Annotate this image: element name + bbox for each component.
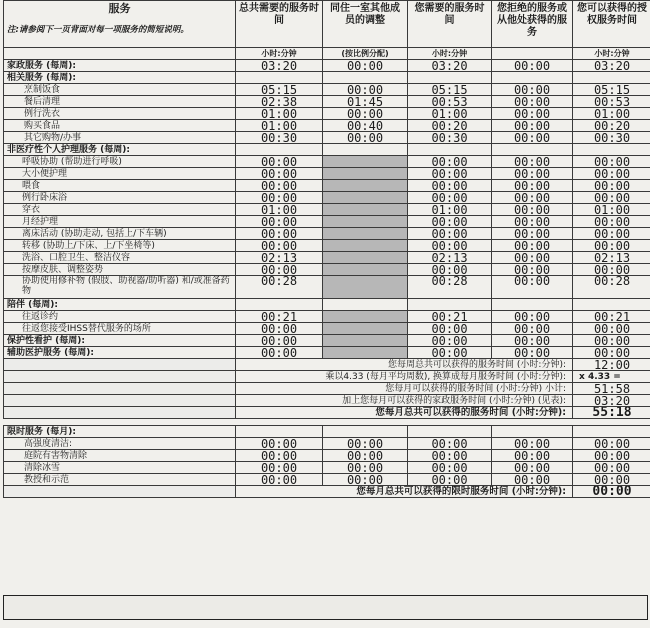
header-service — [4, 1, 236, 48]
time-value-col1[interactable]: 01:00 — [236, 108, 323, 120]
table-row — [4, 335, 650, 347]
unit-col2: (按比例分配) — [323, 48, 408, 60]
table-row — [4, 108, 650, 120]
time-value-col3[interactable]: 01:00 — [408, 108, 492, 120]
time-value-col4[interactable]: 00:00 — [492, 168, 573, 180]
time-value-col1[interactable]: 01:00 — [236, 204, 323, 216]
service-label: 离床活动 (协助走动, 包括上/下车辆) — [4, 228, 236, 240]
time-value-col1[interactable]: 00:00 — [236, 228, 323, 240]
time-value-col5[interactable]: 01:00 — [573, 108, 650, 120]
service-label: 教授和示范 — [4, 474, 236, 486]
service-label: 喂食 — [4, 180, 236, 192]
time-value-col5[interactable]: 00:00 — [573, 156, 650, 168]
time-value-col3[interactable]: 00:00 — [408, 438, 492, 450]
service-label: 例行洗衣 — [4, 108, 236, 120]
service-hours-table — [3, 0, 650, 498]
header-note: 注:请参阅下一页背面对每一项服务的简短说明。 — [7, 25, 189, 35]
service-label: 例行卧床浴 — [4, 192, 236, 204]
monthly-subtotal-label: 您每月可以获得的服务时间 (小时:分钟) 小计: — [236, 383, 573, 395]
unit-col1: 小时:分钟 — [236, 48, 323, 60]
time-value-col5[interactable]: 00:00 — [573, 216, 650, 228]
table-row — [4, 486, 650, 498]
service-label: 往返您接受IHSS替代服务的场所 — [4, 323, 236, 335]
time-value-col5[interactable]: 00:00 — [573, 474, 650, 486]
section-nonmedical-blank-2 — [323, 144, 408, 156]
time-value-col2[interactable]: 01:45 — [323, 96, 408, 108]
household-adjustment-na — [323, 216, 408, 228]
time-value-col3[interactable]: 00:00 — [408, 228, 492, 240]
time-value-col1[interactable]: 00:00 — [236, 462, 323, 474]
service-label: 往返诊约 — [4, 311, 236, 323]
monthly-total-label: 您每月总共可以获得的服务时间 (小时:分钟): — [236, 407, 573, 419]
service-label: 辅助医护服务 (每周): — [4, 347, 236, 359]
time-value-col5[interactable]: 00:20 — [573, 120, 650, 132]
household-adjustment-na — [323, 264, 408, 276]
unit-col3: 小时:分钟 — [408, 48, 492, 60]
add-domestic-label: 加上您每月可以获得的家政服务时间 (小时:分钟) (见表): — [236, 395, 573, 407]
time-value-col3[interactable]: 00:28 — [408, 276, 492, 299]
time-value-col3[interactable]: 00:00 — [408, 264, 492, 276]
service-label: 烹制饭食 — [4, 84, 236, 96]
service-label: 餐后清理 — [4, 96, 236, 108]
section-related-blank-1 — [236, 72, 323, 84]
time-value-col4[interactable]: 00:00 — [492, 84, 573, 96]
time-value-col1[interactable]: 00:00 — [236, 264, 323, 276]
monthly-total-value: 55:18 — [573, 407, 650, 419]
table-row — [4, 240, 650, 252]
time-value-col1[interactable]: 00:00 — [236, 216, 323, 228]
section-related: 相关服务 (每周): — [4, 72, 236, 84]
time-value-col2[interactable]: 00:00 — [323, 132, 408, 144]
household-adjustment-na — [323, 276, 408, 299]
section-limited-blank-2 — [323, 426, 408, 438]
unit-spacer — [4, 48, 236, 60]
monthly-total-spacer — [4, 407, 236, 419]
time-value-col5[interactable]: 00:00 — [573, 347, 650, 359]
time-value-col3[interactable]: 00:00 — [408, 335, 492, 347]
section-accompany: 陪伴 (每周): — [4, 299, 236, 311]
time-value-col3[interactable]: 00:00 — [408, 347, 492, 359]
household-adjustment-na — [323, 335, 408, 347]
time-value-col3[interactable]: 00:00 — [408, 474, 492, 486]
section-related-blank-2 — [323, 72, 408, 84]
time-value-col5[interactable]: 00:30 — [573, 132, 650, 144]
header-authorized: 您可以获得的授权服务时间 — [573, 1, 650, 48]
time-value-col3[interactable]: 00:00 — [408, 180, 492, 192]
multiply-factor-value: x 4.33 = — [573, 371, 650, 383]
table-row — [4, 264, 650, 276]
service-label: 清除冰雪 — [4, 462, 236, 474]
time-value-col5[interactable]: 02:13 — [573, 252, 650, 264]
time-value-col4[interactable]: 00:00 — [492, 462, 573, 474]
monthly-subtotal-spacer — [4, 383, 236, 395]
household-adjustment-na — [323, 347, 408, 359]
monthly-subtotal-value: 51:58 — [573, 383, 650, 395]
household-adjustment-na — [323, 168, 408, 180]
time-value-col1[interactable]: 00:00 — [236, 192, 323, 204]
time-value-col4[interactable]: 00:00 — [492, 264, 573, 276]
time-value-col4[interactable]: 00:00 — [492, 474, 573, 486]
table-row — [4, 144, 650, 156]
table-row — [4, 311, 650, 323]
time-value-col3[interactable]: 00:00 — [408, 168, 492, 180]
time-value-col3[interactable]: 05:15 — [408, 84, 492, 96]
time-value-col5[interactable]: 03:20 — [573, 60, 650, 72]
time-value-col4[interactable]: 00:00 — [492, 120, 573, 132]
time-value-col1[interactable]: 00:00 — [236, 335, 323, 347]
time-value-col4[interactable]: 00:00 — [492, 347, 573, 359]
time-value-col5[interactable]: 00:00 — [573, 450, 650, 462]
time-value-col2[interactable]: 00:00 — [323, 450, 408, 462]
unit-col5: 小时:分钟 — [573, 48, 650, 60]
time-value-col3[interactable]: 01:00 — [408, 204, 492, 216]
time-value-col5[interactable]: 05:15 — [573, 84, 650, 96]
header-total-needed: 总共需要的服务时间 — [236, 1, 323, 48]
time-value-col3[interactable]: 00:20 — [408, 120, 492, 132]
time-value-col4[interactable]: 00:00 — [492, 108, 573, 120]
table-row — [4, 462, 650, 474]
table-row — [4, 383, 650, 395]
table-row — [4, 450, 650, 462]
section-accompany-blank-3 — [408, 299, 492, 311]
time-value-col5[interactable]: 00:00 — [573, 192, 650, 204]
time-value-col1[interactable]: 00:30 — [236, 132, 323, 144]
multiply-factor-spacer — [4, 371, 236, 383]
time-value-col2[interactable]: 00:00 — [323, 438, 408, 450]
time-value-col4[interactable]: 00:00 — [492, 180, 573, 192]
time-value-col3[interactable]: 02:13 — [408, 252, 492, 264]
time-value-col1[interactable]: 00:00 — [236, 240, 323, 252]
time-value-col4[interactable]: 00:00 — [492, 311, 573, 323]
table-row — [4, 84, 650, 96]
time-value-col3[interactable]: 00:00 — [408, 323, 492, 335]
service-label: 协助使用修补物 (假肢、助视器/助听器) 和/或准备药物 — [4, 276, 236, 299]
time-value-col3[interactable]: 00:00 — [408, 192, 492, 204]
weekly-total-spacer — [4, 359, 236, 371]
table-row — [4, 216, 650, 228]
table-row — [4, 60, 650, 72]
add-domestic-value: 03:20 — [573, 395, 650, 407]
section-related-blank-5 — [573, 72, 650, 84]
section-nonmedical-blank-3 — [408, 144, 492, 156]
service-label: 高强度清洁: — [4, 438, 236, 450]
time-value-col1[interactable]: 00:21 — [236, 311, 323, 323]
table-row — [4, 204, 650, 216]
table-row — [4, 276, 650, 299]
table-row — [4, 252, 650, 264]
section-nonmedical-blank-4 — [492, 144, 573, 156]
time-value-col1[interactable]: 00:00 — [236, 168, 323, 180]
weekly-total-value: 12:00 — [573, 359, 650, 371]
service-label: 购买食品 — [4, 120, 236, 132]
service-label: 保护性看护 (每周): — [4, 335, 236, 347]
household-adjustment-na — [323, 240, 408, 252]
time-value-col5[interactable]: 00:21 — [573, 311, 650, 323]
table-row — [4, 407, 650, 419]
table-row — [4, 72, 650, 84]
section-separator — [4, 419, 650, 426]
service-label: 其它购物/办事 — [4, 132, 236, 144]
time-value-col5[interactable]: 00:00 — [573, 438, 650, 450]
table-row — [4, 347, 650, 359]
time-value-col5[interactable]: 00:00 — [573, 264, 650, 276]
service-label: 洗浴、口腔卫生、整洁仪容 — [4, 252, 236, 264]
table-row — [4, 156, 650, 168]
time-value-col1[interactable]: 00:00 — [236, 474, 323, 486]
service-label: 转移 (协助上/下床、上/下坐椅等) — [4, 240, 236, 252]
time-value-col4[interactable]: 00:00 — [492, 323, 573, 335]
table-row — [4, 419, 650, 426]
household-adjustment-na — [323, 252, 408, 264]
table-row — [4, 359, 650, 371]
time-value-col3[interactable]: 00:00 — [408, 216, 492, 228]
household-adjustment-na — [323, 311, 408, 323]
time-value-col3[interactable]: 00:00 — [408, 450, 492, 462]
table-row — [4, 438, 650, 450]
section-related-blank-4 — [492, 72, 573, 84]
section-accompany-blank-4 — [492, 299, 573, 311]
table-row — [4, 168, 650, 180]
table-row — [4, 474, 650, 486]
time-value-col4[interactable]: 00:00 — [492, 204, 573, 216]
time-value-col4[interactable]: 00:00 — [492, 132, 573, 144]
header-refused: 您拒绝的服务或从他处获得的服务 — [492, 1, 573, 48]
table-row — [4, 426, 650, 438]
time-value-col4[interactable]: 00:00 — [492, 276, 573, 299]
time-value-col5[interactable]: 00:00 — [573, 462, 650, 474]
limited-total-spacer — [4, 486, 236, 498]
time-value-col1[interactable]: 00:00 — [236, 323, 323, 335]
service-label: 家政服务 (每周): — [4, 60, 236, 72]
table-row — [4, 132, 650, 144]
time-value-col5[interactable]: 00:28 — [573, 276, 650, 299]
time-value-col4[interactable]: 00:00 — [492, 438, 573, 450]
limited-total-label: 您每月总共可以获得的限时服务时间 (小时:分钟): — [236, 486, 573, 498]
add-domestic-spacer — [4, 395, 236, 407]
unit-col4 — [492, 48, 573, 60]
section-limited-blank-4 — [492, 426, 573, 438]
time-value-col1[interactable]: 00:00 — [236, 438, 323, 450]
household-adjustment-na — [323, 156, 408, 168]
time-value-col5[interactable]: 00:00 — [573, 180, 650, 192]
time-value-col4[interactable]: 00:00 — [492, 335, 573, 347]
time-value-col4[interactable]: 00:00 — [492, 156, 573, 168]
table-row — [4, 120, 650, 132]
section-nonmedical-blank-1 — [236, 144, 323, 156]
table-row — [4, 323, 650, 335]
table-row — [4, 192, 650, 204]
table-row — [4, 395, 650, 407]
table-row — [4, 371, 650, 383]
section-limited-blank-1 — [236, 426, 323, 438]
service-label: 月经护理 — [4, 216, 236, 228]
table-row — [4, 96, 650, 108]
time-value-col2[interactable]: 00:00 — [323, 84, 408, 96]
time-value-col4[interactable]: 00:00 — [492, 216, 573, 228]
time-value-col4[interactable]: 00:00 — [492, 60, 573, 72]
service-label: 庭院有害物清除 — [4, 450, 236, 462]
time-value-col5[interactable]: 01:00 — [573, 204, 650, 216]
weekly-total-label: 您每周总共可以获得的服务时间 (小时:分钟): — [236, 359, 573, 371]
section-limited-blank-5 — [573, 426, 650, 438]
section-accompany-blank-2 — [323, 299, 408, 311]
time-value-col3[interactable]: 00:21 — [408, 311, 492, 323]
section-accompany-blank-1 — [236, 299, 323, 311]
service-label: 按摩皮肤、调整姿势 — [4, 264, 236, 276]
service-label: 大小便护理 — [4, 168, 236, 180]
household-adjustment-na — [323, 228, 408, 240]
section-limited: 限时服务 (每月): — [4, 426, 236, 438]
time-value-col4[interactable]: 00:00 — [492, 240, 573, 252]
time-value-col1[interactable]: 00:00 — [236, 450, 323, 462]
household-adjustment-na — [323, 180, 408, 192]
multiply-factor-label: 乘以4.33 (每月平均周数), 换算成每月服务时间 (小时:分钟): — [236, 371, 573, 383]
time-value-col3[interactable]: 00:30 — [408, 132, 492, 144]
household-adjustment-na — [323, 192, 408, 204]
household-adjustment-na — [323, 323, 408, 335]
time-value-col4[interactable]: 00:00 — [492, 450, 573, 462]
service-label: 呼吸协助 (帮助进行呼吸) — [4, 156, 236, 168]
section-related-blank-3 — [408, 72, 492, 84]
service-title: 服务 — [108, 2, 131, 15]
household-adjustment-na — [323, 204, 408, 216]
time-value-col4[interactable]: 00:00 — [492, 192, 573, 204]
time-value-col1[interactable]: 05:15 — [236, 84, 323, 96]
time-value-col1[interactable]: 00:00 — [236, 156, 323, 168]
time-value-col5[interactable]: 00:00 — [573, 228, 650, 240]
section-accompany-blank-5 — [573, 299, 650, 311]
time-value-col2[interactable]: 00:40 — [323, 120, 408, 132]
time-value-col3[interactable]: 00:00 — [408, 156, 492, 168]
time-value-col2[interactable]: 00:00 — [323, 60, 408, 72]
header-you-need: 您需要的服务时间 — [408, 1, 492, 48]
time-value-col5[interactable]: 00:00 — [573, 168, 650, 180]
limited-total-value: 00:00 — [573, 486, 650, 498]
time-value-col5[interactable]: 00:00 — [573, 335, 650, 347]
time-value-col1[interactable]: 02:38 — [236, 96, 323, 108]
table-row — [4, 299, 650, 311]
time-value-col4[interactable]: 00:00 — [492, 96, 573, 108]
time-value-col5[interactable]: 00:00 — [573, 323, 650, 335]
time-value-col1[interactable]: 01:00 — [236, 120, 323, 132]
time-value-col3[interactable]: 03:20 — [408, 60, 492, 72]
time-value-col2[interactable]: 00:00 — [323, 108, 408, 120]
time-value-col1[interactable]: 00:00 — [236, 347, 323, 359]
service-label: 穿衣 — [4, 204, 236, 216]
time-value-col2[interactable]: 00:00 — [323, 474, 408, 486]
time-value-col1[interactable]: 02:13 — [236, 252, 323, 264]
time-value-col2[interactable]: 00:00 — [323, 462, 408, 474]
time-value-col1[interactable]: 00:28 — [236, 276, 323, 299]
comments-box[interactable] — [3, 595, 648, 620]
time-value-col4[interactable]: 00:00 — [492, 228, 573, 240]
time-value-col5[interactable]: 00:53 — [573, 96, 650, 108]
header-household-adjustment: 同住一室其他成员的调整 — [323, 1, 408, 48]
time-value-col4[interactable]: 00:00 — [492, 252, 573, 264]
time-value-col3[interactable]: 00:53 — [408, 96, 492, 108]
section-nonmedical-blank-5 — [573, 144, 650, 156]
time-value-col3[interactable]: 00:00 — [408, 462, 492, 474]
time-value-col5[interactable]: 00:00 — [573, 240, 650, 252]
table-row — [4, 180, 650, 192]
time-value-col1[interactable]: 03:20 — [236, 60, 323, 72]
time-value-col1[interactable]: 00:00 — [236, 180, 323, 192]
table-row — [4, 228, 650, 240]
section-limited-blank-3 — [408, 426, 492, 438]
section-nonmedical: 非医疗性个人护理服务 (每周): — [4, 144, 236, 156]
time-value-col3[interactable]: 00:00 — [408, 240, 492, 252]
